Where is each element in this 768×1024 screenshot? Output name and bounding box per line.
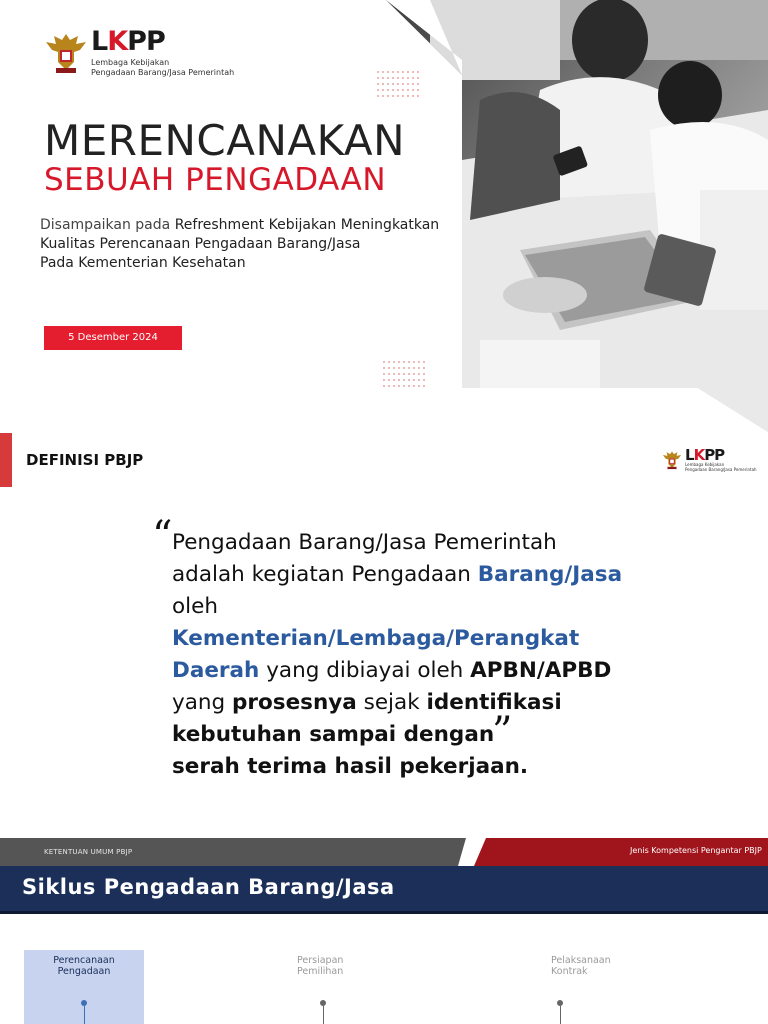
date-badge: 5 Desember 2024 [44, 326, 182, 350]
garuda-emblem-icon [662, 449, 682, 471]
competency-label: Jenis Kompetensi Pengantar PBJP [630, 846, 762, 855]
presentation-context: Disampaikan pada Refreshment Kebijakan Meningkatkan Kualitas Perencanaan Pengadaan Barang/Jasa Pada Kementerian Kesehatan [40, 217, 440, 271]
stage-persiapan: Persiapan Pemilihan [297, 955, 344, 977]
section-accent-bar [0, 433, 12, 487]
lkpp-logo-subtitle: Lembaga Kebijakan Pengadaan Barang/Jasa Pemerintah [685, 462, 757, 472]
section-breadcrumb: KETENTUAN UMUM PBJP [44, 848, 133, 856]
stage-connector-line [560, 1006, 561, 1024]
slide-title-line1: MERENCANAKAN [44, 116, 406, 165]
lkpp-logo-subtitle: Lembaga Kebijakan Pengadaan Barang/Jasa Pemerintah [91, 58, 235, 77]
lkpp-logo-text: LKPP [685, 446, 725, 464]
definition-slide [0, 432, 768, 838]
procurement-cycle-slide [0, 838, 768, 1024]
dot-grid-decoration [376, 70, 424, 104]
definition-quote: Pengadaan Barang/Jasa Pemerintah adalah kegiatan Pengadaan Barang/Jasa oleh Kementerian/Lembaga/Perangkat Daerah yang dibiayai oleh APBN/APBD yang prosesnya sejak identifikasi kebutuhan sampai dengan serah terima hasil pekerjaan. [172, 530, 623, 779]
dot-grid-decoration [382, 360, 430, 390]
title-slide [0, 0, 768, 432]
close-quote-mark: ” [492, 709, 513, 755]
stage-connector-line [84, 1006, 85, 1024]
stage-pelaksanaan: Pelaksanaan Kontrak [551, 955, 611, 977]
stage-perencanaan: Perencanaan Pengadaan [53, 955, 115, 977]
slide-title-line2: SEBUAH PENGADAAN [44, 162, 387, 198]
garuda-emblem-icon [44, 30, 88, 76]
slide-title: Siklus Pengadaan Barang/Jasa [22, 875, 395, 899]
open-quote-mark: “ [152, 513, 173, 559]
stage-connector-line [323, 1006, 324, 1024]
lkpp-logo-text: LKPP [91, 26, 165, 57]
section-title: DEFINISI PBJP [26, 451, 144, 469]
